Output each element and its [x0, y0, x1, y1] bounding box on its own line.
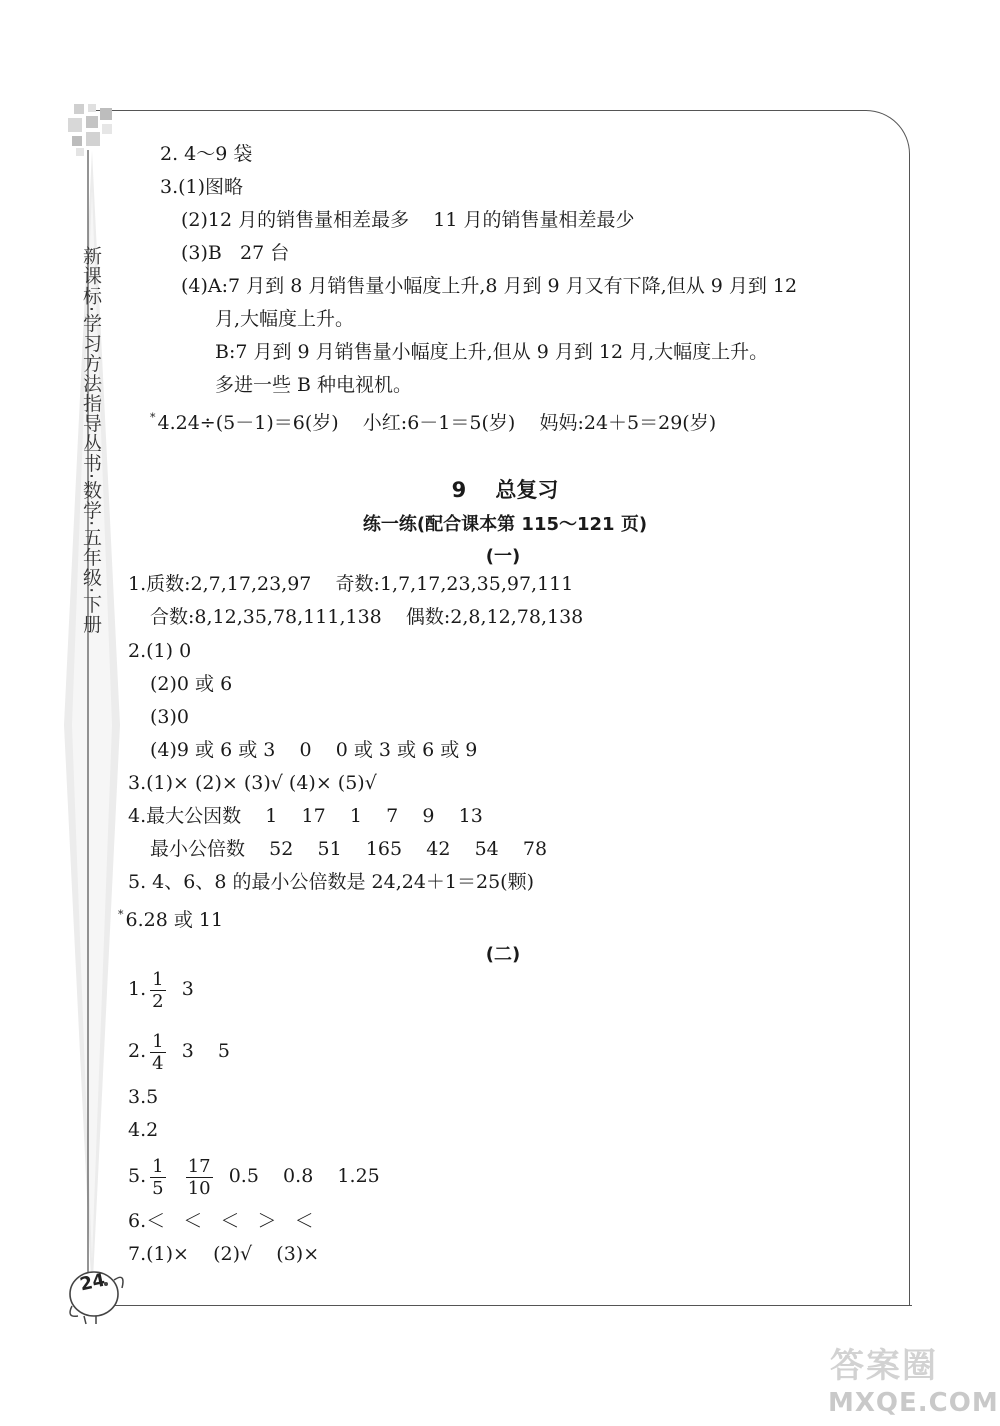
chapter-title: 9 总复习 [451, 478, 559, 502]
star-marker: * [118, 908, 124, 921]
page-number: 24 [78, 1269, 107, 1296]
answer-line [128, 1155, 380, 1199]
answer-line: (3)B 27 台 [181, 242, 290, 264]
answer-line: 2. 4～9 袋 [160, 143, 253, 165]
answer-text: 4.24÷(5－1)＝6(岁) 小红:6－1＝5(岁) 妈妈:24＋5＝29(岁) [157, 412, 717, 434]
part-heading: (一) [485, 546, 521, 567]
answer-line: 2.(1) 0 [128, 640, 192, 662]
fraction-denominator: 5 [152, 1177, 164, 1199]
fraction-denominator: 10 [187, 1177, 211, 1199]
answer-line: 3.(1)图略 [160, 176, 244, 198]
fraction-numerator: 1 [152, 968, 164, 990]
item-number: 1. [128, 978, 147, 1000]
fraction [150, 969, 165, 1012]
fraction-numerator: 17 [187, 1155, 211, 1177]
fraction [150, 1031, 165, 1074]
answer-line: 最小公倍数 52 51 165 42 54 78 [150, 838, 548, 860]
answer-line: (2)12 月的销售量相差最多 11 月的销售量相差最少 [181, 209, 635, 231]
answer-line: 6.＜ ＜ ＜ ＞ ＜ [128, 1210, 314, 1232]
fraction-numerator: 1 [152, 1155, 164, 1177]
answer-line [128, 968, 194, 1012]
answer-line: 合数:8,12,35,78,111,138 偶数:2,8,12,78,138 [150, 606, 584, 628]
answer-text: 3 5 [181, 1040, 231, 1062]
item-number: 5. [128, 1165, 147, 1187]
watermark-url: MXQE.COM [828, 1388, 999, 1418]
answer-line [150, 406, 716, 435]
item-number: 2. [128, 1040, 147, 1062]
answer-line: (2)0 或 6 [150, 673, 233, 695]
watermark [828, 1338, 998, 1422]
answer-line: B:7 月到 9 月销售量小幅度上升,但从 9 月到 12 月,大幅度上升。 [215, 341, 769, 363]
fraction [186, 1156, 213, 1199]
answer-text: 6.28 或 11 [125, 909, 224, 931]
answer-line: (4)A:7 月到 8 月销售量小幅度上升,8 月到 9 月又有下降,但从 9 月到 12 [181, 275, 798, 297]
answer-line: 月,大幅度上升。 [215, 308, 355, 330]
answer-line: 1.质数:2,7,17,23,97 奇数:1,7,17,23,35,97,111 [128, 573, 574, 595]
fraction-denominator: 4 [152, 1052, 164, 1074]
fraction [150, 1156, 165, 1199]
series-title: 新课标·学习方法指导丛书·数学·五年级·下册 [80, 246, 102, 635]
page-frame-bottom [104, 1305, 912, 1306]
fraction-denominator: 2 [152, 990, 164, 1012]
answer-line: 7.(1)× (2)√ (3)× [128, 1243, 320, 1265]
answer-line: (4)9 或 6 或 3 0 0 或 3 或 6 或 9 [150, 739, 478, 761]
answer-line: 5. 4、6、8 的最小公倍数是 24,24＋1＝25(颗) [128, 871, 534, 893]
star-marker: * [150, 411, 156, 424]
watermark-logo-text: 答案圈 [830, 1346, 938, 1386]
answer-line: 4.2 [128, 1119, 159, 1141]
answer-line: 多进一些 B 种电视机。 [215, 374, 413, 396]
answer-text: 3 [181, 978, 194, 1000]
page-number-badge [62, 1258, 132, 1328]
answer-line: (3)0 [150, 706, 190, 728]
answer-line [118, 903, 223, 932]
answer-line: 4.最大公因数 1 17 1 7 9 13 [128, 805, 483, 827]
answer-line: 3.5 [128, 1086, 159, 1108]
section-subtitle: 练一练(配合课本第 115～121 页) [362, 514, 648, 535]
bird-mascot-icon [62, 1258, 132, 1328]
answer-line [128, 1030, 230, 1074]
answer-text: 0.5 0.8 1.25 [228, 1165, 380, 1187]
answer-line: 3.(1)× (2)× (3)√ (4)× (5)√ [128, 772, 377, 794]
fraction-numerator: 1 [152, 1030, 164, 1052]
part-heading: (二) [485, 944, 521, 965]
